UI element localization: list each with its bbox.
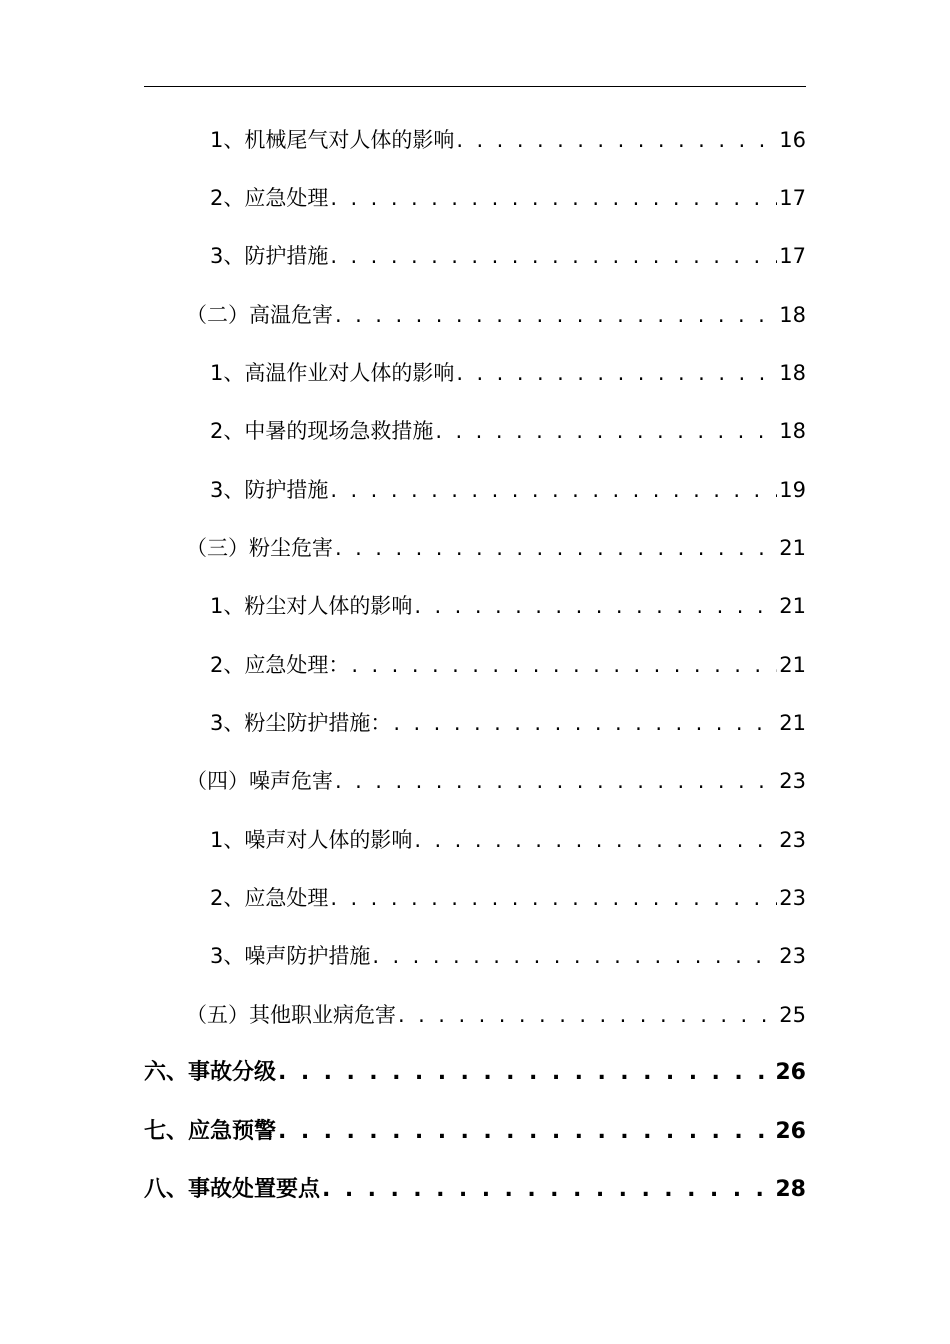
toc-entry[interactable]	[210, 473, 806, 507]
toc-entry-title: 2、中暑的现场急救措施	[210, 419, 434, 443]
toc-dot-leader	[330, 881, 777, 915]
toc-entry-title: 1、噪声对人体的影响	[210, 828, 413, 852]
toc-entry[interactable]	[186, 298, 806, 332]
toc-entry-title: 2、应急处理：	[210, 653, 350, 677]
toc-entry-page: 25	[779, 1003, 806, 1027]
toc-entry[interactable]	[186, 998, 806, 1032]
toc-entry-page: 21	[779, 536, 806, 560]
toc-entry-page: 18	[779, 303, 806, 327]
toc-entry[interactable]	[144, 1115, 806, 1149]
toc-entry-title: 3、噪声防护措施	[210, 944, 371, 968]
toc-dot-leader	[330, 473, 777, 507]
toc-dot-leader	[435, 414, 777, 448]
toc-entry[interactable]	[144, 1173, 806, 1207]
toc-dot-leader	[330, 181, 777, 215]
toc-entry[interactable]	[186, 531, 806, 565]
toc-dot-leader	[398, 998, 777, 1032]
toc-entry-title: 八、事故处置要点	[144, 1177, 321, 1202]
toc-entry-title: （二）高温危害	[186, 303, 333, 327]
toc-entry-title: 1、机械尾气对人体的影响	[210, 128, 455, 152]
toc-entry-page: 23	[779, 944, 806, 968]
toc-entry[interactable]	[210, 939, 806, 973]
toc-entry-title: 3、防护措施	[210, 244, 329, 268]
toc-entry[interactable]	[210, 648, 806, 682]
toc-entry[interactable]	[210, 123, 806, 157]
toc-dot-leader	[351, 648, 777, 682]
toc-entry-title: 1、粉尘对人体的影响	[210, 594, 413, 618]
toc-dot-leader	[414, 589, 777, 623]
toc-entry-title: 1、高温作业对人体的影响	[210, 361, 455, 385]
toc-entry[interactable]	[144, 1056, 806, 1090]
toc-dot-leader	[456, 356, 777, 390]
toc-entry-page: 26	[775, 1060, 806, 1085]
toc-entry-title: 3、粉尘防护措施：	[210, 711, 392, 735]
toc-entry-title: （三）粉尘危害	[186, 536, 333, 560]
toc-entry-page: 21	[779, 653, 806, 677]
toc-entry-title: 2、应急处理	[210, 186, 329, 210]
toc-entry-page: 17	[779, 186, 806, 210]
toc-entry-page: 19	[779, 478, 806, 502]
toc-dot-leader	[335, 531, 777, 565]
toc-dot-leader	[278, 1056, 773, 1090]
toc-entry-title: （五）其他职业病危害	[186, 1003, 396, 1027]
toc-dot-leader	[278, 1115, 773, 1149]
toc-entry-page: 28	[775, 1177, 806, 1202]
toc-entry-title: 2、应急处理	[210, 886, 329, 910]
toc-entry[interactable]	[210, 356, 806, 390]
toc-entry[interactable]	[210, 881, 806, 915]
header-rule	[144, 86, 806, 87]
toc-entry-page: 17	[779, 244, 806, 268]
toc-entry-page: 23	[779, 886, 806, 910]
toc-entry-title: （四）噪声危害	[186, 769, 333, 793]
toc-entry-page: 21	[779, 711, 806, 735]
toc-entry[interactable]	[210, 823, 806, 857]
toc-entry[interactable]	[186, 764, 806, 798]
toc-entry-page: 26	[775, 1119, 806, 1144]
toc-entry[interactable]	[210, 706, 806, 740]
toc-entry-page: 18	[779, 419, 806, 443]
toc-entry-page: 18	[779, 361, 806, 385]
toc-entry-page: 23	[779, 828, 806, 852]
toc-entry-page: 21	[779, 594, 806, 618]
toc-entry[interactable]	[210, 414, 806, 448]
toc-entry-title: 七、应急预警	[144, 1119, 277, 1144]
toc-entry-page: 23	[779, 769, 806, 793]
toc-entry-title: 六、事故分级	[144, 1060, 277, 1085]
toc-entry-title: 3、防护措施	[210, 478, 329, 502]
toc-dot-leader	[393, 706, 777, 740]
toc-entry[interactable]	[210, 181, 806, 215]
toc-dot-leader	[330, 239, 777, 273]
toc-entry[interactable]	[210, 239, 806, 273]
toc-dot-leader	[335, 298, 777, 332]
toc-dot-leader	[372, 939, 777, 973]
toc-entry-page: 16	[779, 128, 806, 152]
toc-dot-leader	[414, 823, 777, 857]
toc-dot-leader	[335, 764, 777, 798]
toc-entry[interactable]	[210, 589, 806, 623]
toc-dot-leader	[322, 1173, 773, 1207]
toc-dot-leader	[456, 123, 777, 157]
